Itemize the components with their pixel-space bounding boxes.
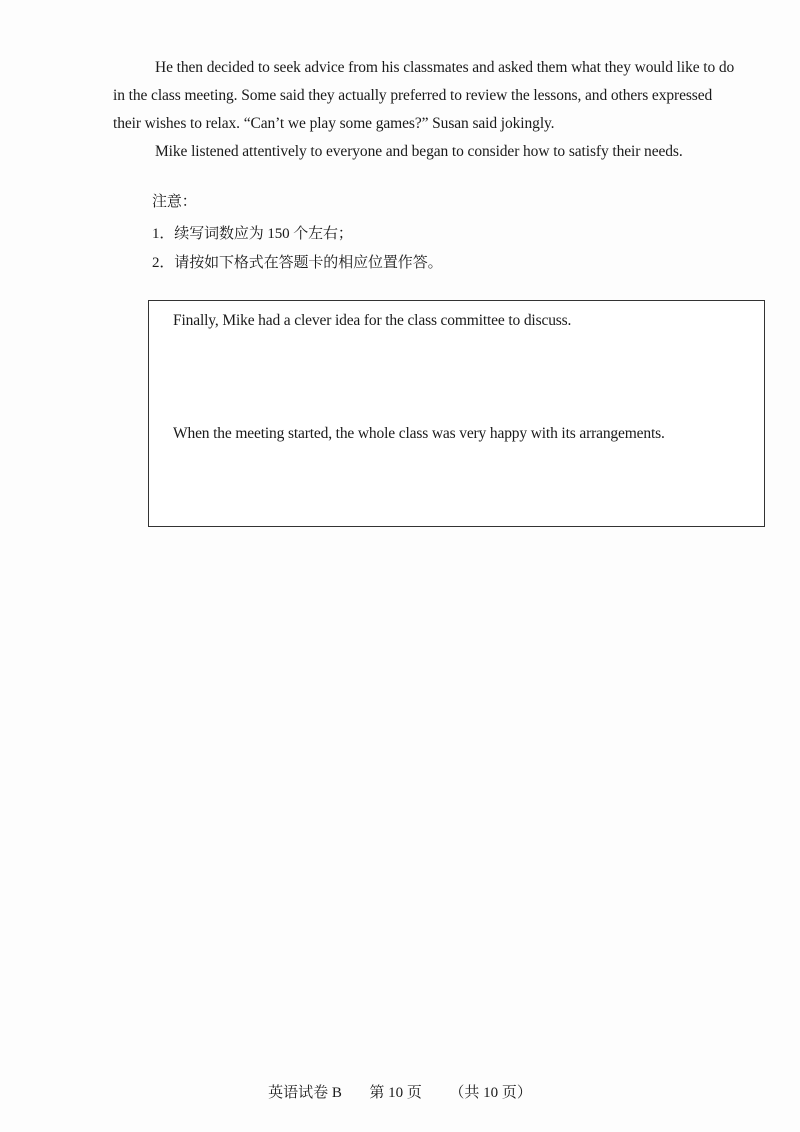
- page-footer: [0, 1083, 800, 1103]
- notes-heading: 注意：: [152, 194, 197, 210]
- passage-line-3: their wishes to relax. “Can’t we play some games?” Susan said jokingly.: [113, 115, 555, 132]
- footer-total-pages: （共 10 页）: [449, 1085, 532, 1101]
- note-item-1: 1．续写词数应为 150 个左右；: [152, 226, 353, 242]
- passage-line-1: He then decided to seek advice from his classmates and asked them what they would like to do: [155, 59, 735, 76]
- passage-line-4: Mike listened attentively to everyone and began to consider how to satisfy their needs.: [155, 143, 683, 160]
- passage-line-2: in the class meeting. Some said they actually preferred to review the lessons, and others expressed: [113, 87, 713, 104]
- footer-exam-title: 英语试卷 B: [268, 1085, 342, 1101]
- footer-page-number: 第 10 页: [369, 1085, 422, 1101]
- continuation-prompt-2: When the meeting started, the whole class was very happy with its arrangements.: [173, 425, 665, 442]
- note-item-2: 2．请按如下格式在答题卡的相应位置作答。: [152, 255, 443, 271]
- continuation-prompt-1: Finally, Mike had a clever idea for the class committee to discuss.: [173, 312, 572, 329]
- answer-format-box: [148, 300, 765, 527]
